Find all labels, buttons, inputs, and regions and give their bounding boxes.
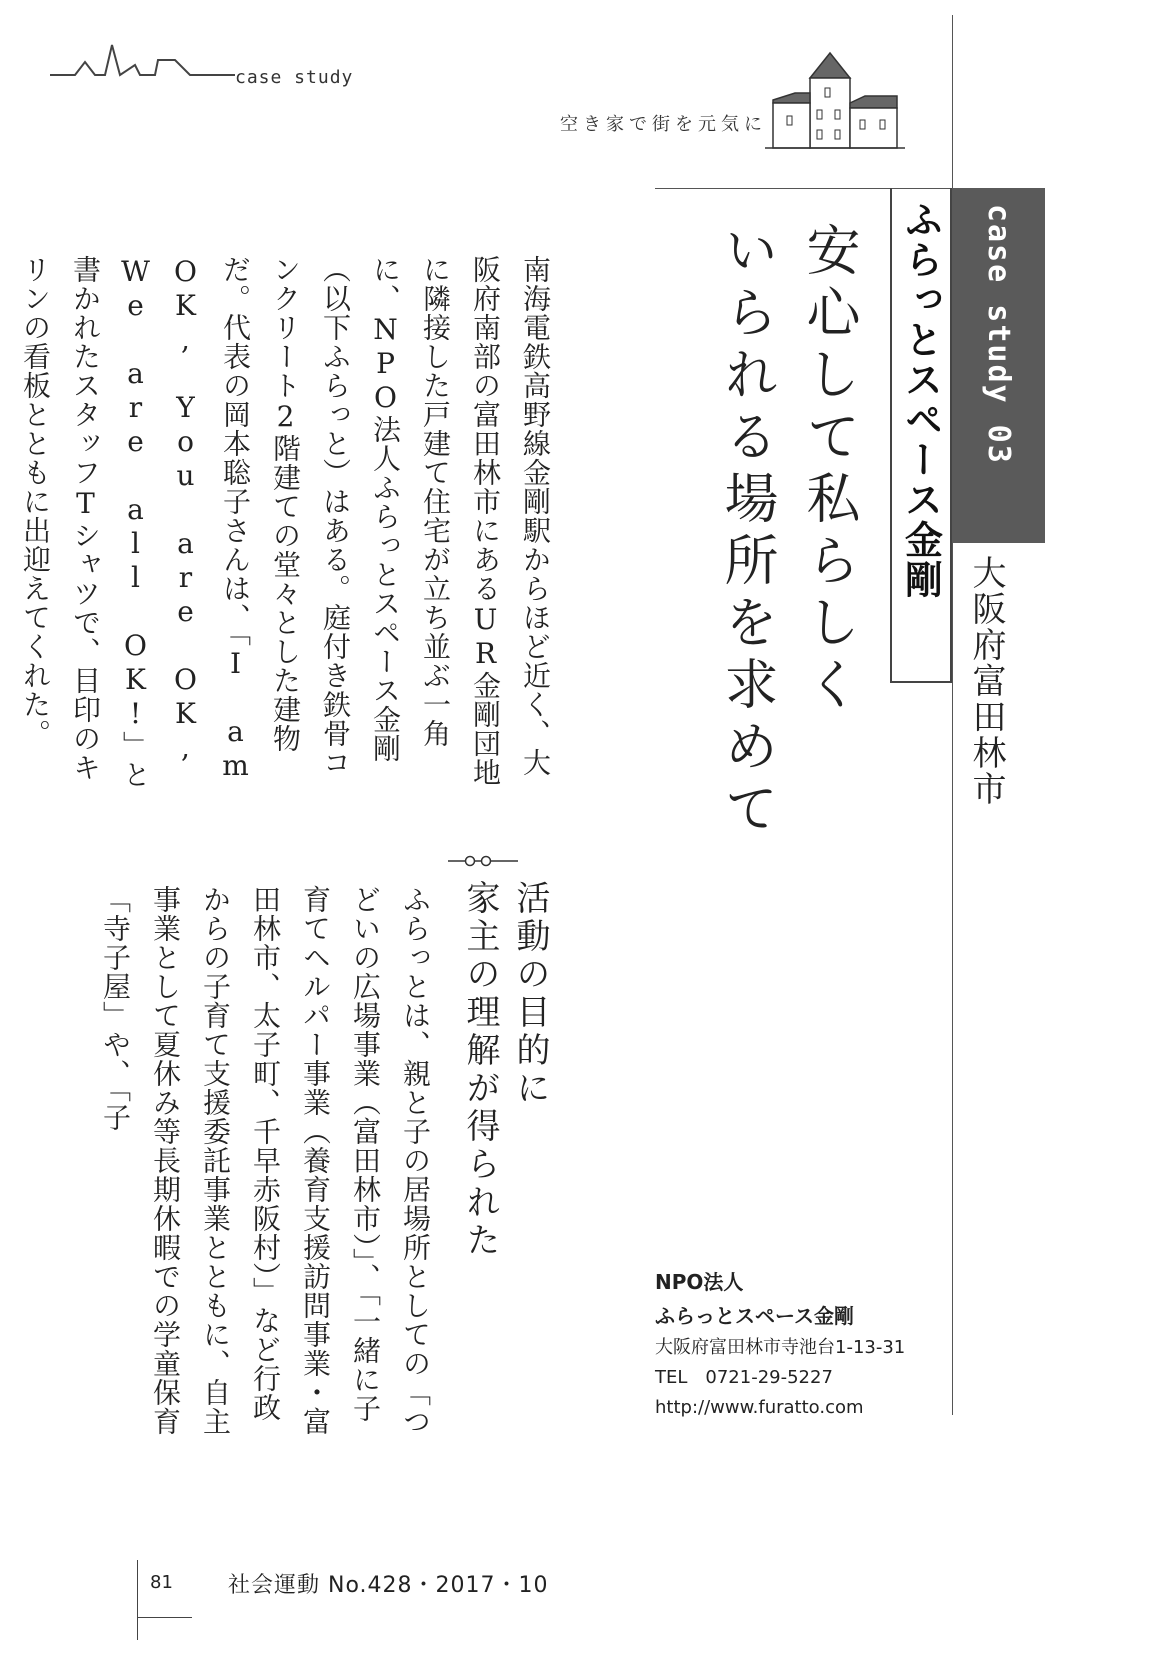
skyline-line-art — [40, 30, 240, 90]
org-type: NPO法人 — [655, 1270, 744, 1294]
case-number-label: case study 03 — [981, 204, 1016, 465]
org-tel: TEL 0721-29-5227 — [655, 1367, 833, 1388]
article-body: ふらっとは、親と子の居場所としての「つどいの広場事業（富田林市）」、「一緒に子育てヘルパー事業（養育支援訪問事業・富田林市、太子町、千早赤阪村）」など行政からの子育て支援委託事業とともに、自主事業として夏休み等長期休暇での学童保育「寺子屋」や、「子 — [99, 885, 432, 1436]
org-title: ふらっとスペース金剛 — [898, 200, 943, 600]
org-url[interactable]: http://www.furatto.com — [655, 1397, 864, 1418]
footer-horizontal-rule — [137, 1617, 192, 1618]
article-intro: 南海電鉄高野線金剛駅からほど近く、大阪府南部の富田林市にあるUR金剛団地に隣接した戸建て住宅が立ち並ぶ一角に、NPO法人ふらっとスペース金剛（以下ふらっと）はある。庭付き鉄骨コンクリート2階建ての堂々とした建物だ。代表の岡本聡子さんは、「I am OK, You are OK, We are all OK!」と書かれたスタッフTシャツで、目印のキリンの看板とともに出迎えてくれた。 — [19, 255, 552, 789]
location: 大阪府富田林市 — [966, 555, 1006, 807]
org-info-block — [655, 1265, 905, 1423]
article-title — [700, 222, 870, 842]
journal-info: 社会運動 No.428・2017・10 — [228, 1573, 549, 1598]
subheading-marker-icon — [448, 852, 518, 870]
article-title-line-1: 安心して私らしく — [798, 222, 861, 718]
house-illustration — [765, 48, 905, 153]
org-title-box — [890, 188, 952, 683]
section-label: case study — [235, 67, 354, 88]
page-number: 81 — [150, 1572, 173, 1593]
footer-vertical-rule — [137, 1560, 138, 1640]
series-title: 空き家で街を元気に — [560, 114, 767, 135]
subheading-line-1: 活動の目的に — [510, 880, 550, 1108]
org-name: ふらっとスペース金剛 — [655, 1304, 854, 1328]
subheading-line-2: 家主の理解が得られた — [460, 880, 500, 1260]
article-title-line-2: いられる場所を求めて — [716, 222, 779, 842]
subheading — [445, 880, 555, 1280]
org-address: 大阪府富田林市寺池台1-13-31 — [655, 1337, 906, 1358]
case-number-box — [952, 188, 1045, 543]
